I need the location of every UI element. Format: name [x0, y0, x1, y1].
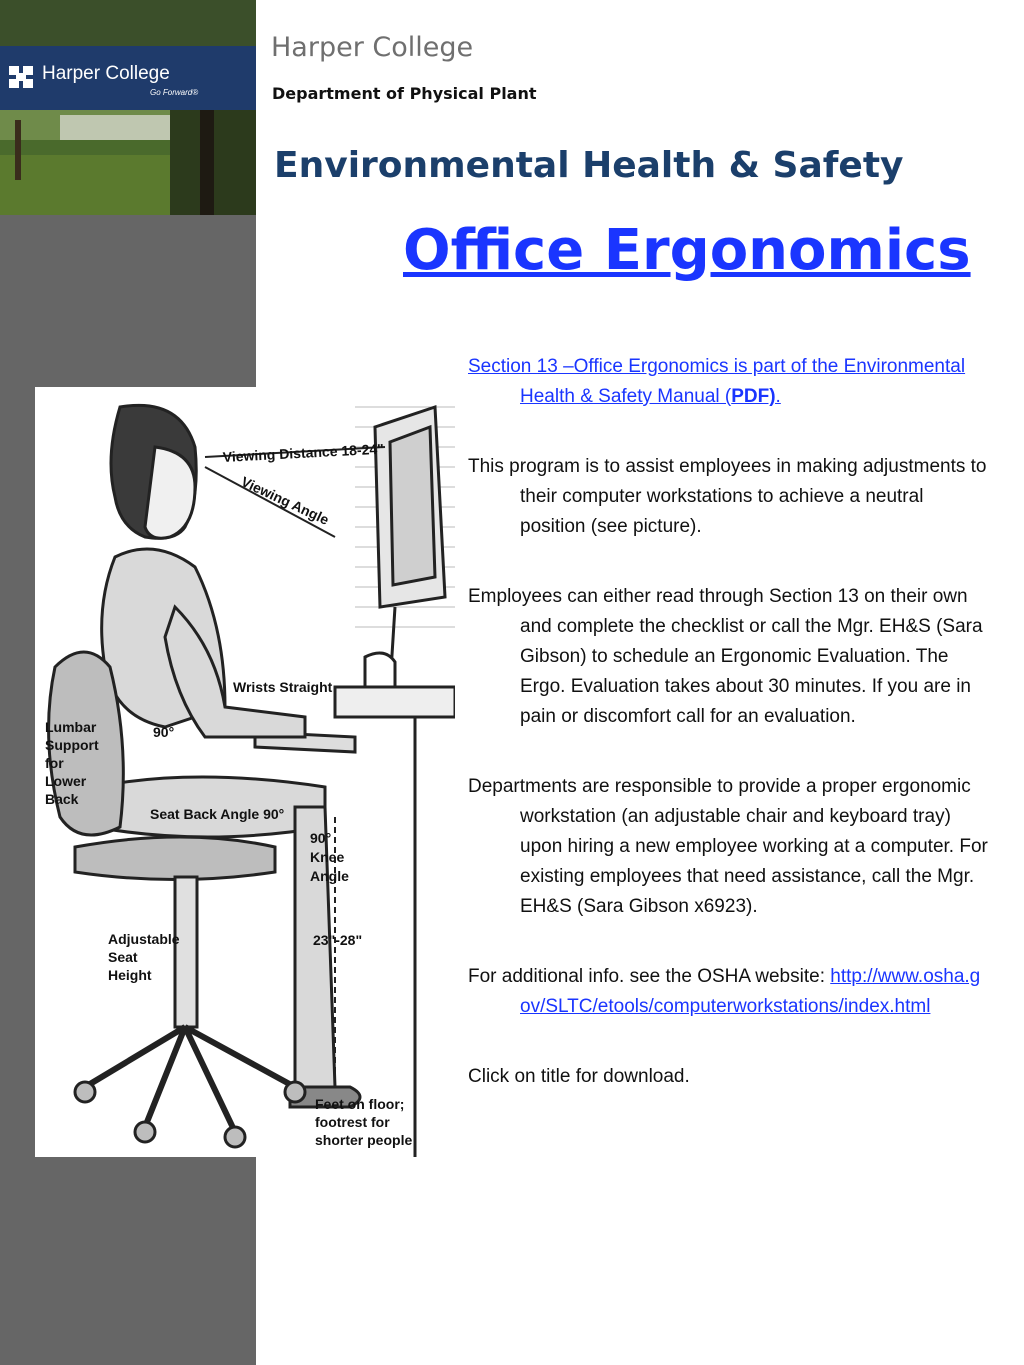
label-adjustable-1: Adjustable: [108, 931, 180, 947]
label-elbow-angle: 90°: [153, 724, 175, 740]
manual-link-end: .: [775, 386, 781, 407]
body-text: [468, 352, 988, 1132]
label-lumbar-5: Back: [45, 791, 79, 807]
paragraph-employees: Employees can either read through Section 13 on their own and complete the checklist or call the Mgr. EH&S (Sara Gibson) to schedule an Ergonomic Evaluation. The Ergo. Evaluation takes about 30 minutes. If you are in pain or discomfort call for an evaluation.: [468, 586, 983, 727]
label-lumbar-3: for: [45, 755, 64, 771]
label-adjustable-2: Seat: [108, 949, 138, 965]
label-adjustable-3: Height: [108, 967, 152, 983]
label-wrists-straight: Wrists Straight: [233, 679, 333, 695]
paragraph-program: This program is to assist employees in making adjustments to their computer workstations to achieve a neutral position (see picture).: [468, 456, 987, 537]
section-title: Environmental Health & Safety: [274, 145, 904, 186]
label-knee-3: Angle: [310, 868, 349, 884]
label-knee-2: Knee: [310, 849, 345, 865]
manual-pdf-link[interactable]: [468, 356, 965, 407]
label-viewing-distance: Viewing Distance 18-24": [222, 440, 385, 465]
manual-link-text: Section 13 –Office Ergonomics is part of the Environmental Health & Safety Manual (: [468, 356, 966, 407]
department-name: Department of Physical Plant: [272, 84, 537, 103]
label-feet-3: shorter people: [315, 1132, 413, 1148]
monitor-drawing: [375, 407, 455, 687]
ergonomics-illustration: [35, 387, 455, 1157]
osha-text: For additional info. see the OSHA website:: [468, 966, 831, 987]
label-seat-back-angle: Seat Back Angle 90°: [150, 806, 285, 822]
paragraph-manual: [468, 352, 988, 412]
paragraph-download: Click on title for download.: [468, 1066, 690, 1087]
paragraph-departments: Departments are responsible to provide a proper ergonomic workstation (an adjustable chair and keyboard tray) upon hiring a new employee working at a computer. For existing employees that need assistance, call the Mgr. EH&S (Sara Gibson x6923).: [468, 776, 988, 917]
campus-photo: [0, 110, 256, 215]
logo-banner: [0, 0, 256, 215]
label-height-range: 23"-28": [313, 932, 363, 948]
paragraph-osha: [468, 962, 988, 1022]
document-title-link[interactable]: Office Ergonomics: [403, 218, 971, 283]
logo-tagline: Go Forward®: [150, 88, 199, 97]
label-feet-1: Feet on floor;: [315, 1096, 405, 1112]
college-name: Harper College: [271, 32, 474, 63]
label-knee-1: 90°: [310, 830, 332, 846]
pdf-label: PDF): [731, 386, 776, 407]
label-lumbar-1: Lumbar: [45, 719, 97, 735]
label-feet-2: footrest for: [315, 1114, 390, 1130]
label-lumbar-2: Support: [45, 737, 99, 753]
logo-bar: [0, 46, 256, 110]
label-viewing-angle: Viewing Angle: [238, 473, 332, 528]
osha-link[interactable]: http://www.osha.gov/SLTC/etools/computerworkstations/index.html: [520, 966, 981, 1017]
harper-logo-icon: [9, 66, 33, 88]
label-lumbar-4: Lower: [45, 773, 87, 789]
logo-wordmark: Harper College: [42, 63, 170, 84]
